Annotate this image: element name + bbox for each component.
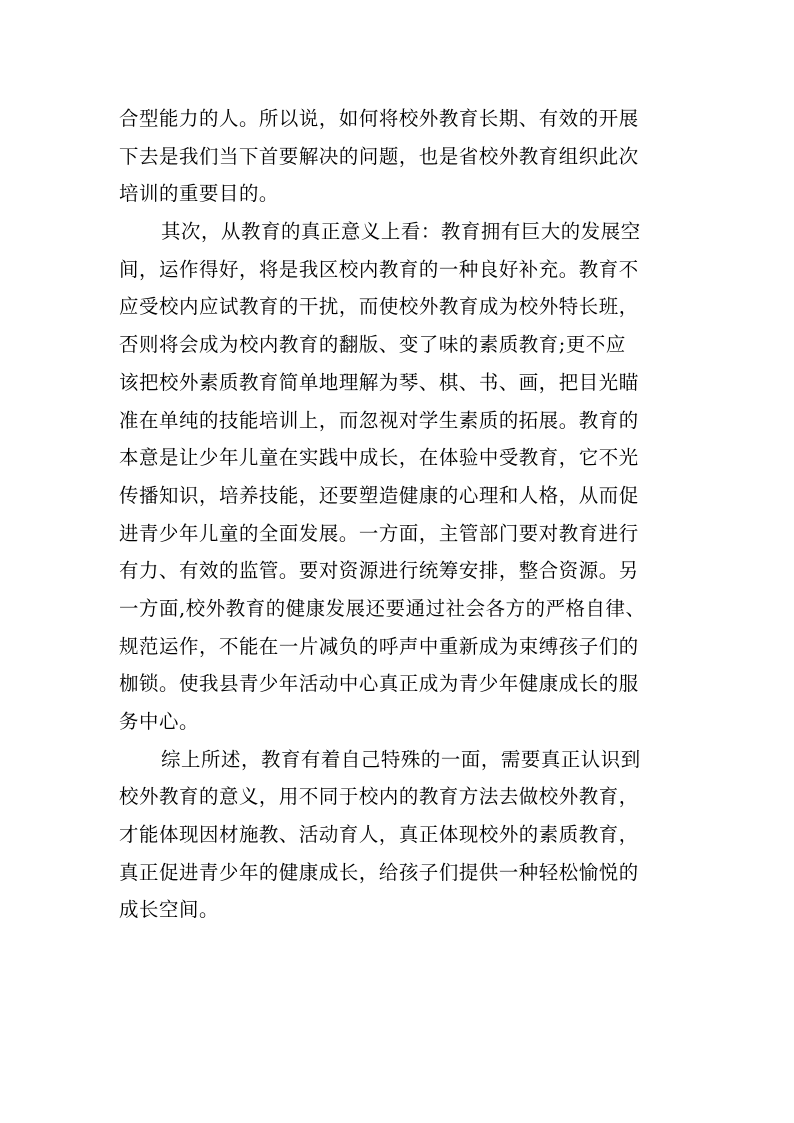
text-line: 进青少年儿童的全面发展。一方面，主管部门要对教育进行 bbox=[119, 521, 639, 545]
text-line: 传播知识，培养技能，还要塑造健康的心理和人格，从而促 bbox=[119, 483, 639, 507]
text-line: 枷锁。使我县青少年活动中心真正成为青少年健康成长的服 bbox=[119, 672, 639, 696]
paragraph-second-point bbox=[119, 213, 674, 741]
text-line: 校外教育的意义，用不同于校内的教育方法去做校外教育， bbox=[119, 785, 639, 809]
text-line: 一方面,校外教育的健康发展还要通过社会各方的严格自律、 bbox=[119, 596, 646, 620]
text-line: 成长空间。 bbox=[119, 898, 219, 922]
text-line: 其次，从教育的真正意义上看：教育拥有巨大的发展空 bbox=[161, 220, 641, 244]
text-line: 下去是我们当下首要解决的问题，也是省校外教育组织此次 bbox=[119, 144, 639, 168]
paragraph-conclusion bbox=[119, 741, 674, 929]
text-line: 务中心。 bbox=[119, 710, 199, 733]
text-line: 才能体现因材施教、活动育人，真正体现校外的素质教育， bbox=[119, 823, 639, 847]
paragraph-continuation bbox=[119, 100, 674, 213]
text-line: 合型能力的人。所以说，如何将校外教育长期、有效的开展 bbox=[119, 107, 639, 130]
text-line: 否则将会成为校内教育的翻版、变了味的素质教育;更不应 bbox=[119, 333, 626, 357]
text-line: 综上所述，教育有着自己特殊的一面，需要真正认识到 bbox=[161, 747, 641, 771]
text-line: 本意是让少年儿童在实践中成长，在体验中受教育，它不光 bbox=[119, 446, 639, 470]
text-line: 准在单纯的技能培训上，而忽视对学生素质的拓展。教育的 bbox=[119, 408, 639, 432]
text-line: 规范运作，不能在一片减负的呼声中重新成为束缚孩子们的 bbox=[119, 634, 639, 658]
text-line: 间，运作得好，将是我区校内教育的一种良好补充。教育不 bbox=[119, 257, 639, 281]
text-line: 应受校内应试教育的干扰，而使校外教育成为校外特长班， bbox=[119, 295, 639, 319]
text-line: 该把校外素质教育简单地理解为琴、棋、书、画，把目光瞄 bbox=[119, 370, 639, 394]
text-line: 培训的重要目的。 bbox=[119, 182, 279, 206]
text-line: 真正促进青少年的健康成长，给孩子们提供一种轻松愉悦的 bbox=[119, 860, 639, 884]
document-body bbox=[119, 100, 674, 929]
text-line: 有力、有效的监管。要对资源进行统筹安排，整合资源。另 bbox=[119, 559, 639, 583]
